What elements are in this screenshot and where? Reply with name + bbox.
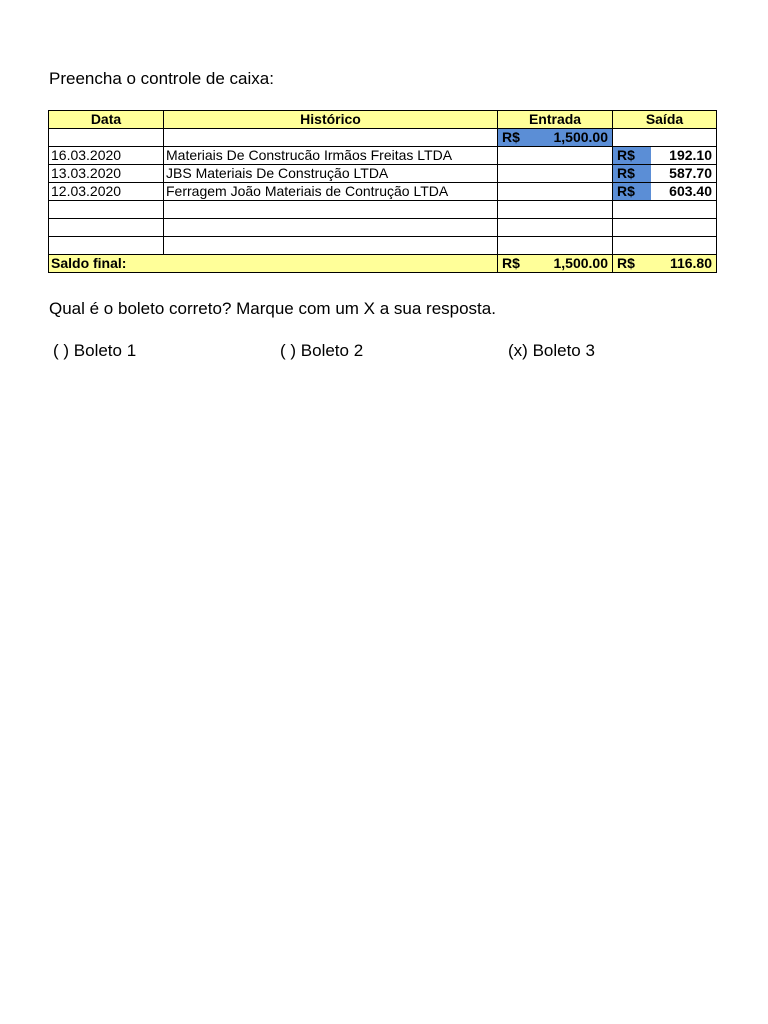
cell-historico[interactable] <box>164 237 498 255</box>
saida-value: 603.40 <box>669 183 712 199</box>
cell-data[interactable] <box>49 237 164 255</box>
total-saida-cell <box>613 255 717 273</box>
table-row <box>49 147 717 165</box>
cell-historico[interactable]: Materiais De Construcão Irmãos Freitas LTDA <box>164 147 498 165</box>
cell-entrada[interactable] <box>498 219 613 237</box>
currency-label: R$ <box>617 183 635 199</box>
currency-label: R$ <box>617 147 635 163</box>
cell-entrada[interactable] <box>498 129 613 147</box>
cash-control-table <box>48 110 717 273</box>
option-label: Boleto 2 <box>300 341 364 360</box>
empty-row <box>49 201 717 219</box>
opening-row <box>49 129 717 147</box>
cell-historico[interactable] <box>164 129 498 147</box>
cell-historico[interactable]: Ferragem João Materiais de Contrução LTDA <box>164 183 498 201</box>
cell-saida[interactable] <box>613 147 717 165</box>
option-mark: ( ) <box>53 341 70 360</box>
cell-saida[interactable] <box>613 129 717 147</box>
currency-label: R$ <box>617 165 635 181</box>
cell-historico[interactable] <box>164 219 498 237</box>
cell-saida[interactable] <box>613 165 717 183</box>
option-boleto-2[interactable] <box>280 341 363 361</box>
option-boleto-3[interactable] <box>508 341 595 361</box>
header-historico: Histórico <box>164 111 498 129</box>
cell-data[interactable]: 12.03.2020 <box>49 183 164 201</box>
cell-historico[interactable] <box>164 201 498 219</box>
cell-saida[interactable] <box>613 183 717 201</box>
cell-entrada[interactable] <box>498 183 613 201</box>
empty-row <box>49 219 717 237</box>
table-header-row <box>49 111 717 129</box>
option-mark: (x) <box>508 341 528 360</box>
header-entrada: Entrada <box>498 111 613 129</box>
option-mark: ( ) <box>280 341 297 360</box>
instruction-text: Preencha o controle de caixa: <box>49 69 274 88</box>
cell-data[interactable]: 13.03.2020 <box>49 165 164 183</box>
table-row <box>49 183 717 201</box>
cell-data[interactable] <box>49 201 164 219</box>
cell-entrada[interactable] <box>498 237 613 255</box>
opening-entrada-value: 1,500.00 <box>553 129 608 145</box>
total-label: Saldo final: <box>49 255 498 273</box>
cell-historico[interactable]: JBS Materiais De Construção LTDA <box>164 165 498 183</box>
option-boleto-1[interactable] <box>53 341 136 361</box>
cell-saida[interactable] <box>613 237 717 255</box>
question-text: Qual é o boleto correto? Marque com um X a sua resposta. <box>49 299 496 318</box>
cell-entrada[interactable] <box>498 201 613 219</box>
cell-data[interactable] <box>49 219 164 237</box>
total-saida-value: 116.80 <box>669 255 712 271</box>
cell-entrada[interactable] <box>498 165 613 183</box>
currency-label: R$ <box>502 255 520 271</box>
option-label: Boleto 1 <box>73 341 137 360</box>
cell-saida[interactable] <box>613 201 717 219</box>
total-row <box>49 255 717 273</box>
cell-data[interactable]: 16.03.2020 <box>49 147 164 165</box>
currency-label: R$ <box>502 129 520 145</box>
currency-label: R$ <box>617 255 635 271</box>
table-row <box>49 165 717 183</box>
empty-row <box>49 237 717 255</box>
header-saida: Saída <box>613 111 717 129</box>
saida-value: 192.10 <box>669 147 712 163</box>
cell-entrada[interactable] <box>498 147 613 165</box>
total-entrada-cell <box>498 255 613 273</box>
saida-value: 587.70 <box>669 165 712 181</box>
option-label: Boleto 3 <box>532 341 595 360</box>
cell-data[interactable] <box>49 129 164 147</box>
total-entrada-value: 1,500.00 <box>553 255 608 271</box>
cell-saida[interactable] <box>613 219 717 237</box>
header-data: Data <box>49 111 164 129</box>
